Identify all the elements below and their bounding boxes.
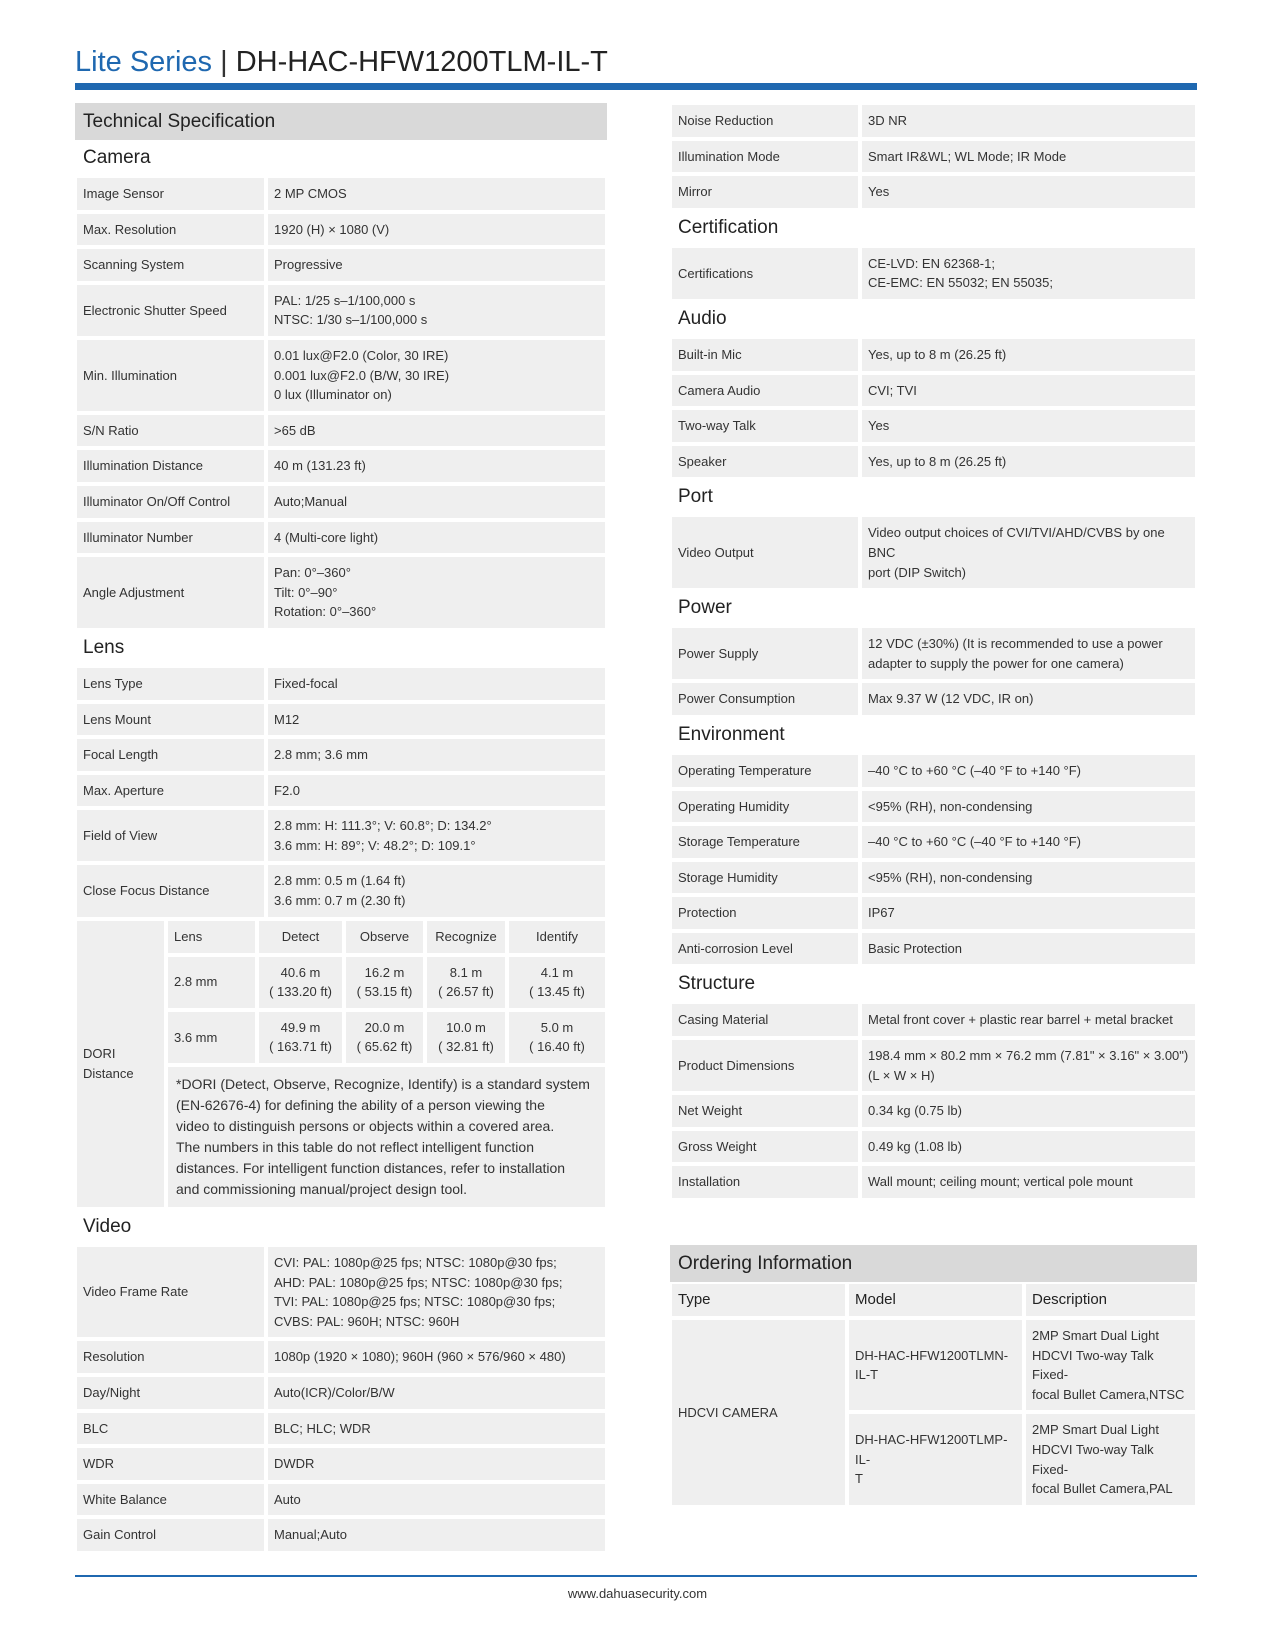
spec-label: Video Output [670,515,860,590]
ordering-header-cell: Model [847,1282,1024,1318]
spec-value [266,863,607,918]
spec-value-line: IP67 [868,905,895,921]
spec-value-line: 0.01 lux@F2.0 (Color, 30 IRE) [274,347,449,363]
right-column [670,103,1197,1507]
dori-feet: ( 32.81 ft) [438,1039,494,1055]
spec-value-line: DWDR [274,1456,315,1472]
dori-value-cell [507,955,607,1010]
spec-label: Noise Reduction [670,103,860,139]
spec-value [266,176,607,212]
spec-label: White Balance [75,1482,266,1518]
spec-value [860,444,1197,480]
spec-value [860,174,1197,210]
spec-value [860,753,1197,789]
spec-row [670,246,1197,301]
model-line: DH-HAC-HFW1200TLMN- [855,1347,1009,1363]
dori-feet: ( 13.45 ft) [529,984,585,1000]
spec-value [266,1446,607,1482]
footer-rule [75,1575,1197,1577]
spec-row [670,103,1197,139]
dori-header-cell: Observe [344,919,425,955]
dori-feet: ( 53.15 ft) [356,984,413,1000]
spec-label: Min. Illumination [75,338,266,413]
spec-value-line: TVI: PAL: 1080p@25 fps; NTSC: 1080p@30 fps; [274,1294,556,1310]
spec-label: Angle Adjustment [75,555,266,630]
spec-label: Focal Length [75,737,266,773]
spec-value-line: 4 (Multi-core light) [274,529,379,545]
spec-value-line: F2.0 [274,782,301,798]
spec-value-line: Basic Protection [868,940,962,956]
spec-value [860,1129,1197,1165]
spec-value-line: Rotation: 0°–360° [274,604,377,620]
dori-note-line: (EN-62676-4) for defining the ability of a person viewing the [176,1097,545,1114]
dori-meters: 4.1 m [540,964,574,980]
dori-note-line: video to distinguish persons or objects within a covered area. [176,1118,555,1135]
left-column [75,103,607,1553]
spec-row [75,520,607,556]
section-video-title: Video [83,1216,132,1238]
spec-row [670,860,1197,896]
ordering-title: Ordering Information [670,1245,1197,1282]
section-power-title: Power [678,597,732,619]
spec-value [860,1093,1197,1129]
spec-row [670,1129,1197,1165]
ordering-desc-cell [1024,1412,1197,1506]
port-table [670,515,1197,590]
spec-row [75,1482,607,1518]
spec-value-line: Progressive [274,257,343,273]
spec-row [75,1245,607,1339]
spec-label: Net Weight [670,1093,860,1129]
spec-label: Casing Material [670,1002,860,1038]
spec-value-line: 3.6 mm: 0.7 m (2.30 ft) [274,893,406,909]
spec-value [860,1038,1197,1093]
spec-value [266,808,607,863]
spec-value-line: CVI; TVI [868,382,917,398]
spec-value-line: CVBS: PAL: 960H; NTSC: 960H [274,1313,460,1329]
spec-value-line: 0.34 kg (0.75 lb) [868,1103,962,1119]
dori-table [75,919,607,1209]
dori-feet: ( 65.62 ft) [356,1039,413,1055]
spec-value-line: 0 lux (Illuminator on) [274,387,392,403]
spec-value-line: Video output choices of CVI/TVI/AHD/CVBS by one BNC [868,525,1165,560]
spec-row [75,484,607,520]
spec-value-line: port (DIP Switch) [868,564,967,580]
model-line: T [855,1471,863,1487]
footer-url[interactable]: www.dahuasecurity.com [567,1586,708,1601]
spec-value-line: Yes, up to 8 m (26.25 ft) [868,453,1007,469]
spec-row [670,515,1197,590]
spec-value [860,681,1197,717]
spec-row [75,702,607,738]
spec-label: BLC [75,1411,266,1447]
spec-label: Image Sensor [75,176,266,212]
spec-label: Certifications [670,246,860,301]
spec-value [266,283,607,338]
page-header [75,42,608,82]
spec-value [860,373,1197,409]
spec-value [860,824,1197,860]
spec-row [670,626,1197,681]
spec-value-line: 3.6 mm: H: 89°; V: 48.2°; D: 109.1° [274,837,476,853]
desc-line: HDCVI Two-way Talk Fixed- [1032,1442,1154,1477]
spec-row [670,444,1197,480]
spec-row [75,247,607,283]
dori-value-cell [425,1010,507,1065]
spec-row [75,448,607,484]
spec-value [860,931,1197,967]
section-port-title: Port [678,486,713,508]
spec-row [670,681,1197,717]
spec-row [75,283,607,338]
power-table [670,626,1197,717]
spec-value-line: 0.001 lux@F2.0 (B/W, 30 IRE) [274,367,450,383]
section-lens-title: Lens [83,636,125,658]
section-certification-title: Certification [678,216,779,238]
spec-row [75,212,607,248]
spec-value-line: Auto [274,1491,301,1507]
spec-label: Power Supply [670,626,860,681]
dori-value-cell [507,1010,607,1065]
spec-row [75,808,607,863]
spec-value-line: CVI: PAL: 1080p@25 fps; NTSC: 1080p@30 fps; [274,1255,557,1271]
spec-value [860,895,1197,931]
spec-value [266,338,607,413]
lens-spec-table [75,666,607,919]
spec-value [266,666,607,702]
spec-label: Gross Weight [670,1129,860,1165]
spec-value [266,1339,607,1375]
spec-value-line: 3D NR [868,113,908,128]
spec-row [670,753,1197,789]
spec-label: Illumination Distance [75,448,266,484]
ordering-table [670,1282,1197,1507]
spec-row [670,824,1197,860]
spec-label: Speaker [670,444,860,480]
spec-row [670,1038,1197,1093]
spec-row [75,1411,607,1447]
dori-meters: 49.9 m [280,1019,321,1035]
spec-value-line: <95% (RH), non-condensing [868,869,1033,885]
spec-value [266,1517,607,1553]
dori-value-cell [344,955,425,1010]
spec-row [670,1164,1197,1200]
dori-meters: 40.6 m [280,964,321,980]
spec-value-line: Pan: 0°–360° [274,565,351,581]
ordering-type-cell: HDCVI CAMERA [670,1318,847,1507]
spec-row [75,1517,607,1553]
spec-label: Scanning System [75,247,266,283]
spec-value-line: PAL: 1/25 s–1/100,000 s [274,292,416,308]
spec-row [670,337,1197,373]
dori-header-cell: Detect [257,919,344,955]
spec-value-line: CE-LVD: EN 62368-1; [868,255,995,271]
section-camera-title: Camera [83,147,151,168]
dori-header-cell: Identify [507,919,607,955]
spec-row [75,666,607,702]
spec-label: Storage Temperature [670,824,860,860]
spec-value [860,626,1197,681]
section-audio-title: Audio [678,307,727,329]
spec-label: Installation [670,1164,860,1200]
spec-value-line: Fixed-focal [274,675,338,691]
audio-table [670,337,1197,479]
spec-value-line: 12 VDC (±30%) (It is recommended to use a power [868,636,1163,652]
spec-label: Product Dimensions [670,1038,860,1093]
spec-label: Anti-corrosion Level [670,931,860,967]
dori-meters: 16.2 m [364,964,405,980]
spec-label: Storage Humidity [670,860,860,896]
dori-header-cell: Lens [166,919,257,955]
spec-value [266,1375,607,1411]
spec-label: Gain Control [75,1517,266,1553]
dori-meters: 10.0 m [446,1019,486,1035]
dori-meters: 5.0 m [540,1019,574,1035]
spec-value [860,860,1197,896]
spec-value [860,1002,1197,1038]
ordering-header-cell: Description [1024,1282,1197,1318]
spec-label: Close Focus Distance [75,863,266,918]
spec-row [670,931,1197,967]
spec-value-line: 0.49 kg (1.08 lb) [868,1138,962,1154]
dori-note [166,1065,607,1209]
spec-value-line: Wall mount; ceiling mount; vertical pole mount [868,1174,1133,1190]
camera-spec-table [75,176,607,630]
spec-row [670,895,1197,931]
spec-label: Built-in Mic [670,337,860,373]
spec-value-line: Yes, up to 8 m (26.25 ft) [868,346,1007,362]
dori-header-cell: Recognize [425,919,507,955]
spec-value-line: 198.4 mm × 80.2 mm × 76.2 mm (7.81" × 3.16" × 3.00") [868,1048,1189,1064]
certification-table [670,246,1197,301]
spec-label: Operating Humidity [670,789,860,825]
spec-value-line: NTSC: 1/30 s–1/100,000 s [274,312,428,328]
dori-feet: ( 16.40 ft) [529,1039,585,1055]
spec-row [75,1339,607,1375]
spec-value [860,1164,1197,1200]
dori-note-line: distances. For intelligent function distances, refer to installation [176,1160,566,1177]
desc-line: HDCVI Two-way Talk Fixed- [1032,1347,1154,1383]
spec-label: Lens Type [75,666,266,702]
spec-value [860,337,1197,373]
spec-value [860,246,1197,301]
spec-value-line: –40 °C to +60 °C (–40 °F to +140 °F) [868,834,1082,850]
spec-value [266,247,607,283]
spec-value-line: AHD: PAL: 1080p@25 fps; NTSC: 1080p@30 fps; [274,1274,563,1290]
spec-value [266,1411,607,1447]
dori-label [75,919,166,1209]
dori-lens-cell: 3.6 mm [166,1010,257,1065]
dori-note-line: *DORI (Detect, Observe, Recognize, Identify) is a standard system [176,1076,590,1093]
ordering-header-cell: Type [670,1282,847,1318]
dori-label-line: DORI [83,1046,116,1062]
spec-value [266,1482,607,1518]
spec-label: Electronic Shutter Speed [75,283,266,338]
spec-row [670,408,1197,444]
spec-row [670,1093,1197,1129]
spec-value-line: Yes [868,418,890,434]
spec-label: Resolution [75,1339,266,1375]
spec-value [266,773,607,809]
spec-label: Power Consumption [670,681,860,717]
spec-value-line: 1920 (H) × 1080 (V) [274,221,390,237]
model-line: DH-HAC-HFW1200TLMP-IL- [855,1432,1008,1467]
spec-value-line: Yes [868,184,890,200]
spec-row [75,737,607,773]
spec-row [75,176,607,212]
spec-value [860,789,1197,825]
dori-feet: ( 26.57 ft) [438,984,494,1000]
spec-value-line: 1080p (1920 × 1080); 960H (960 × 576/960 × 480) [274,1349,566,1365]
spec-row [670,373,1197,409]
spec-value-line: Auto;Manual [274,493,347,509]
spec-label: Camera Audio [670,373,860,409]
spec-value-line: –40 °C to +60 °C (–40 °F to +140 °F) [868,762,1082,778]
dori-lens-cell: 2.8 mm [166,955,257,1010]
spec-value [860,408,1197,444]
spec-row [75,413,607,449]
spec-value [860,515,1197,590]
dori-label-line: Distance [83,1065,134,1081]
spec-value-line: 2.8 mm: H: 111.3°; V: 60.8°; D: 134.2° [274,818,492,834]
ordering-model-cell [847,1412,1024,1506]
dori-value-cell [425,955,507,1010]
spec-label: Max. Resolution [75,212,266,248]
spec-value-line: <95% (RH), non-condensing [868,798,1033,814]
spec-value-line: (L × W × H) [868,1067,935,1083]
structure-table [670,1002,1197,1200]
video-continued-table [670,103,1197,210]
section-structure-title: Structure [678,973,756,995]
spec-value [266,413,607,449]
dori-value-cell [257,955,344,1010]
spec-value [266,448,607,484]
spec-value [860,103,1197,139]
spec-value-line: BLC; HLC; WDR [274,1420,371,1436]
dori-value-cell [344,1010,425,1065]
spec-row [670,139,1197,175]
spec-label: Field of View [75,808,266,863]
spec-value [266,702,607,738]
spec-row [75,773,607,809]
spec-label: Video Frame Rate [75,1245,266,1339]
spec-row [75,863,607,918]
dori-note-line: and commissioning manual/project design tool. [176,1181,468,1198]
spec-row [75,1446,607,1482]
dori-value-cell [257,1010,344,1065]
spec-value-line: M12 [274,711,300,727]
spec-value [266,555,607,630]
spec-label: Illumination Mode [670,139,860,175]
model-line: IL-T [855,1367,879,1383]
spec-value-line: Max 9.37 W (12 VDC, IR on) [868,691,1034,707]
section-environment-title: Environment [678,723,785,745]
spec-value-line: Tilt: 0°–90° [274,584,338,600]
ordering-model-cell [847,1318,1024,1412]
desc-line: 2MP Smart Dual Light [1032,1328,1159,1344]
desc-line: 2MP Smart Dual Light [1032,1422,1159,1438]
spec-label: Max. Aperture [75,773,266,809]
spec-value-line: Metal front cover + plastic rear barrel + metal bracket [868,1012,1173,1028]
spec-label: S/N Ratio [75,413,266,449]
spec-value-line: 2.8 mm; 3.6 mm [274,747,368,763]
dori-meters: 8.1 m [449,964,483,980]
spec-value [266,1245,607,1339]
spec-label: Illuminator Number [75,520,266,556]
spec-value-line: Manual;Auto [274,1527,347,1543]
spec-value [266,520,607,556]
spec-value-line: CE-EMC: EN 55032; EN 55035; [868,275,1053,291]
dori-note-line: The numbers in this table do not reflect intelligent function [176,1139,534,1156]
spec-label: Illuminator On/Off Control [75,484,266,520]
spec-label: WDR [75,1446,266,1482]
ordering-desc-cell [1024,1318,1197,1412]
spec-label: Mirror [670,174,860,210]
spec-row [670,789,1197,825]
spec-row [670,174,1197,210]
dori-feet: ( 163.71 ft) [269,1039,332,1055]
desc-line: focal Bullet Camera,PAL [1032,1481,1173,1497]
dori-meters: 20.0 m [364,1019,405,1035]
spec-label: Protection [670,895,860,931]
spec-value-line: >65 dB [274,422,316,438]
video-spec-table [75,1245,607,1553]
environment-table [670,753,1197,967]
spec-row [75,338,607,413]
spec-value-line: 40 m (131.23 ft) [274,458,366,474]
spec-label: Operating Temperature [670,753,860,789]
spec-value [266,737,607,773]
header-separator: | [220,46,228,78]
spec-value [266,212,607,248]
series-name: Lite Series [75,46,213,78]
spec-row [75,1375,607,1411]
spec-value [860,139,1197,175]
spec-value-line: Auto(ICR)/Color/B/W [274,1385,395,1400]
spec-value [266,484,607,520]
spec-value-line: Smart IR&WL; WL Mode; IR Mode [868,148,1067,164]
spec-value-line: 2 MP CMOS [274,186,347,201]
desc-line: focal Bullet Camera,NTSC [1032,1386,1185,1402]
spec-row [75,555,607,630]
tech-spec-title: Technical Specification [75,103,607,140]
dori-feet: ( 133.20 ft) [269,984,332,1000]
spec-label: Two-way Talk [670,408,860,444]
spec-row [670,1002,1197,1038]
spec-label: Lens Mount [75,702,266,738]
spec-value-line: adapter to supply the power for one camera) [868,655,1124,671]
model-name: DH-HAC-HFW1200TLM-IL-T [235,46,608,78]
header-rule [75,83,1197,90]
spec-label: Day/Night [75,1375,266,1411]
spec-value-line: 2.8 mm: 0.5 m (1.64 ft) [274,873,406,889]
